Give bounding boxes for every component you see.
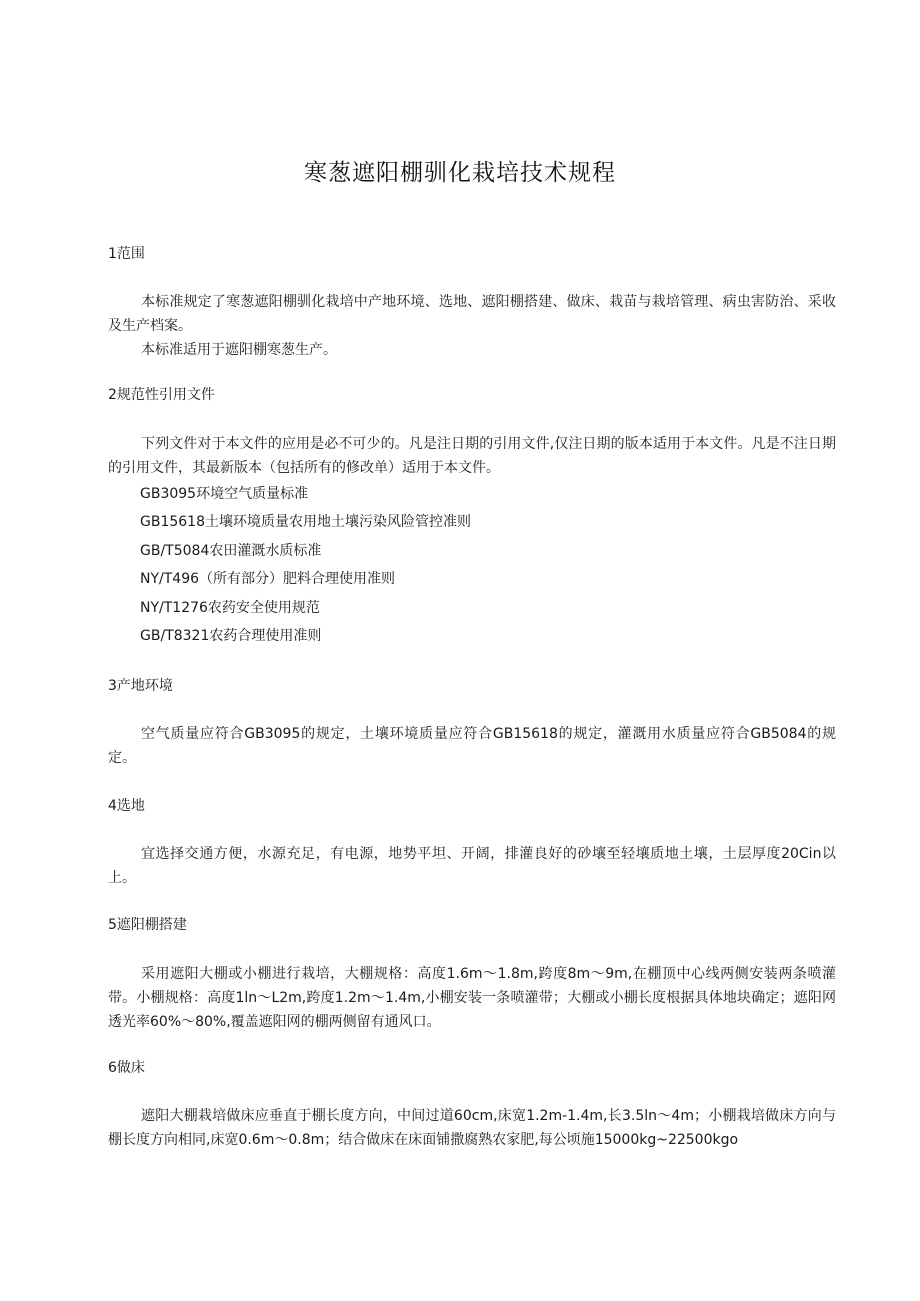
bed-making-paragraph: 遮阳大棚栽培做床应垂直于棚长度方向，中间过道60cm,床宽1.2m-1.4m,长3.5ln～4m；小棚栽培做床方向与棚长度方向相同,床宽0.6m～0.8m；结合做床在床面铺撒腐熟农家肥,每公顷施15000kg~22500kgo bbox=[108, 1108, 836, 1148]
section-heading-site-selection: 4选地 bbox=[108, 798, 145, 814]
section-heading-shade-shed-construction: 5遮阳棚搭建 bbox=[108, 917, 187, 933]
reference-item: GB/T8321农药合理使用准则 bbox=[140, 628, 322, 644]
reference-item: NY/T1276农药安全使用规范 bbox=[140, 600, 320, 616]
normative-references-paragraph: 下列文件对于本文件的应用是必不可少的。凡是注日期的引用文件,仅注日期的版本适用于本文件。凡是不注日期的引用文件，其最新版本（包括所有的修改单）适用于本文件。 bbox=[108, 436, 836, 476]
section-heading-bed-making: 6做床 bbox=[108, 1060, 145, 1076]
shade-shed-construction-paragraph: 采用遮阳大棚或小棚进行栽培，大棚规格：高度1.6m～1.8m,跨度8m～9m,在棚顶中心线两侧安装两条喷灌带。小棚规格：高度1ln～L2m,跨度1.2m～1.4m,小棚安装一条喷灌带；大棚或小棚长度根据具体地块确定；遮阳网透光率60%～80%,覆盖遮阳网的棚两侧留有通风口。 bbox=[108, 966, 836, 1030]
site-selection-paragraph: 宜选择交通方便，水源充足，有电源，地势平坦、开阔，排灌良好的砂壤至轻壤质地土壤，土层厚度20Cin以上。 bbox=[108, 846, 836, 886]
reference-item: GB3095环境空气质量标准 bbox=[140, 486, 309, 502]
document-title: 寒葱遮阳棚驯化栽培技术规程 bbox=[304, 160, 616, 186]
section-heading-production-environment: 3产地环境 bbox=[108, 678, 173, 694]
reference-item: NY/T496（所有部分）肥料合理使用准则 bbox=[140, 571, 396, 587]
production-environment-paragraph: 空气质量应符合GB3095的规定，土壤环境质量应符合GB15618的规定，灌溉用水质量应符合GB5084的规定。 bbox=[108, 726, 836, 766]
section-heading-scope: 1范围 bbox=[108, 246, 145, 262]
scope-paragraph: 本标准规定了寒葱遮阳棚驯化栽培中产地环境、选地、遮阳棚搭建、做床、栽苗与栽培管理、病虫害防治、采收及生产档案。 bbox=[108, 294, 836, 334]
reference-item: GB15618土壤环境质量农用地土壤污染风险管控准则 bbox=[140, 514, 471, 530]
section-heading-normative-references: 2规范性引用文件 bbox=[108, 387, 215, 403]
scope-applicability-paragraph: 本标准适用于遮阳棚寒葱生产。 bbox=[141, 342, 337, 358]
reference-item: GB/T5084农田灌溉水质标准 bbox=[140, 543, 322, 559]
